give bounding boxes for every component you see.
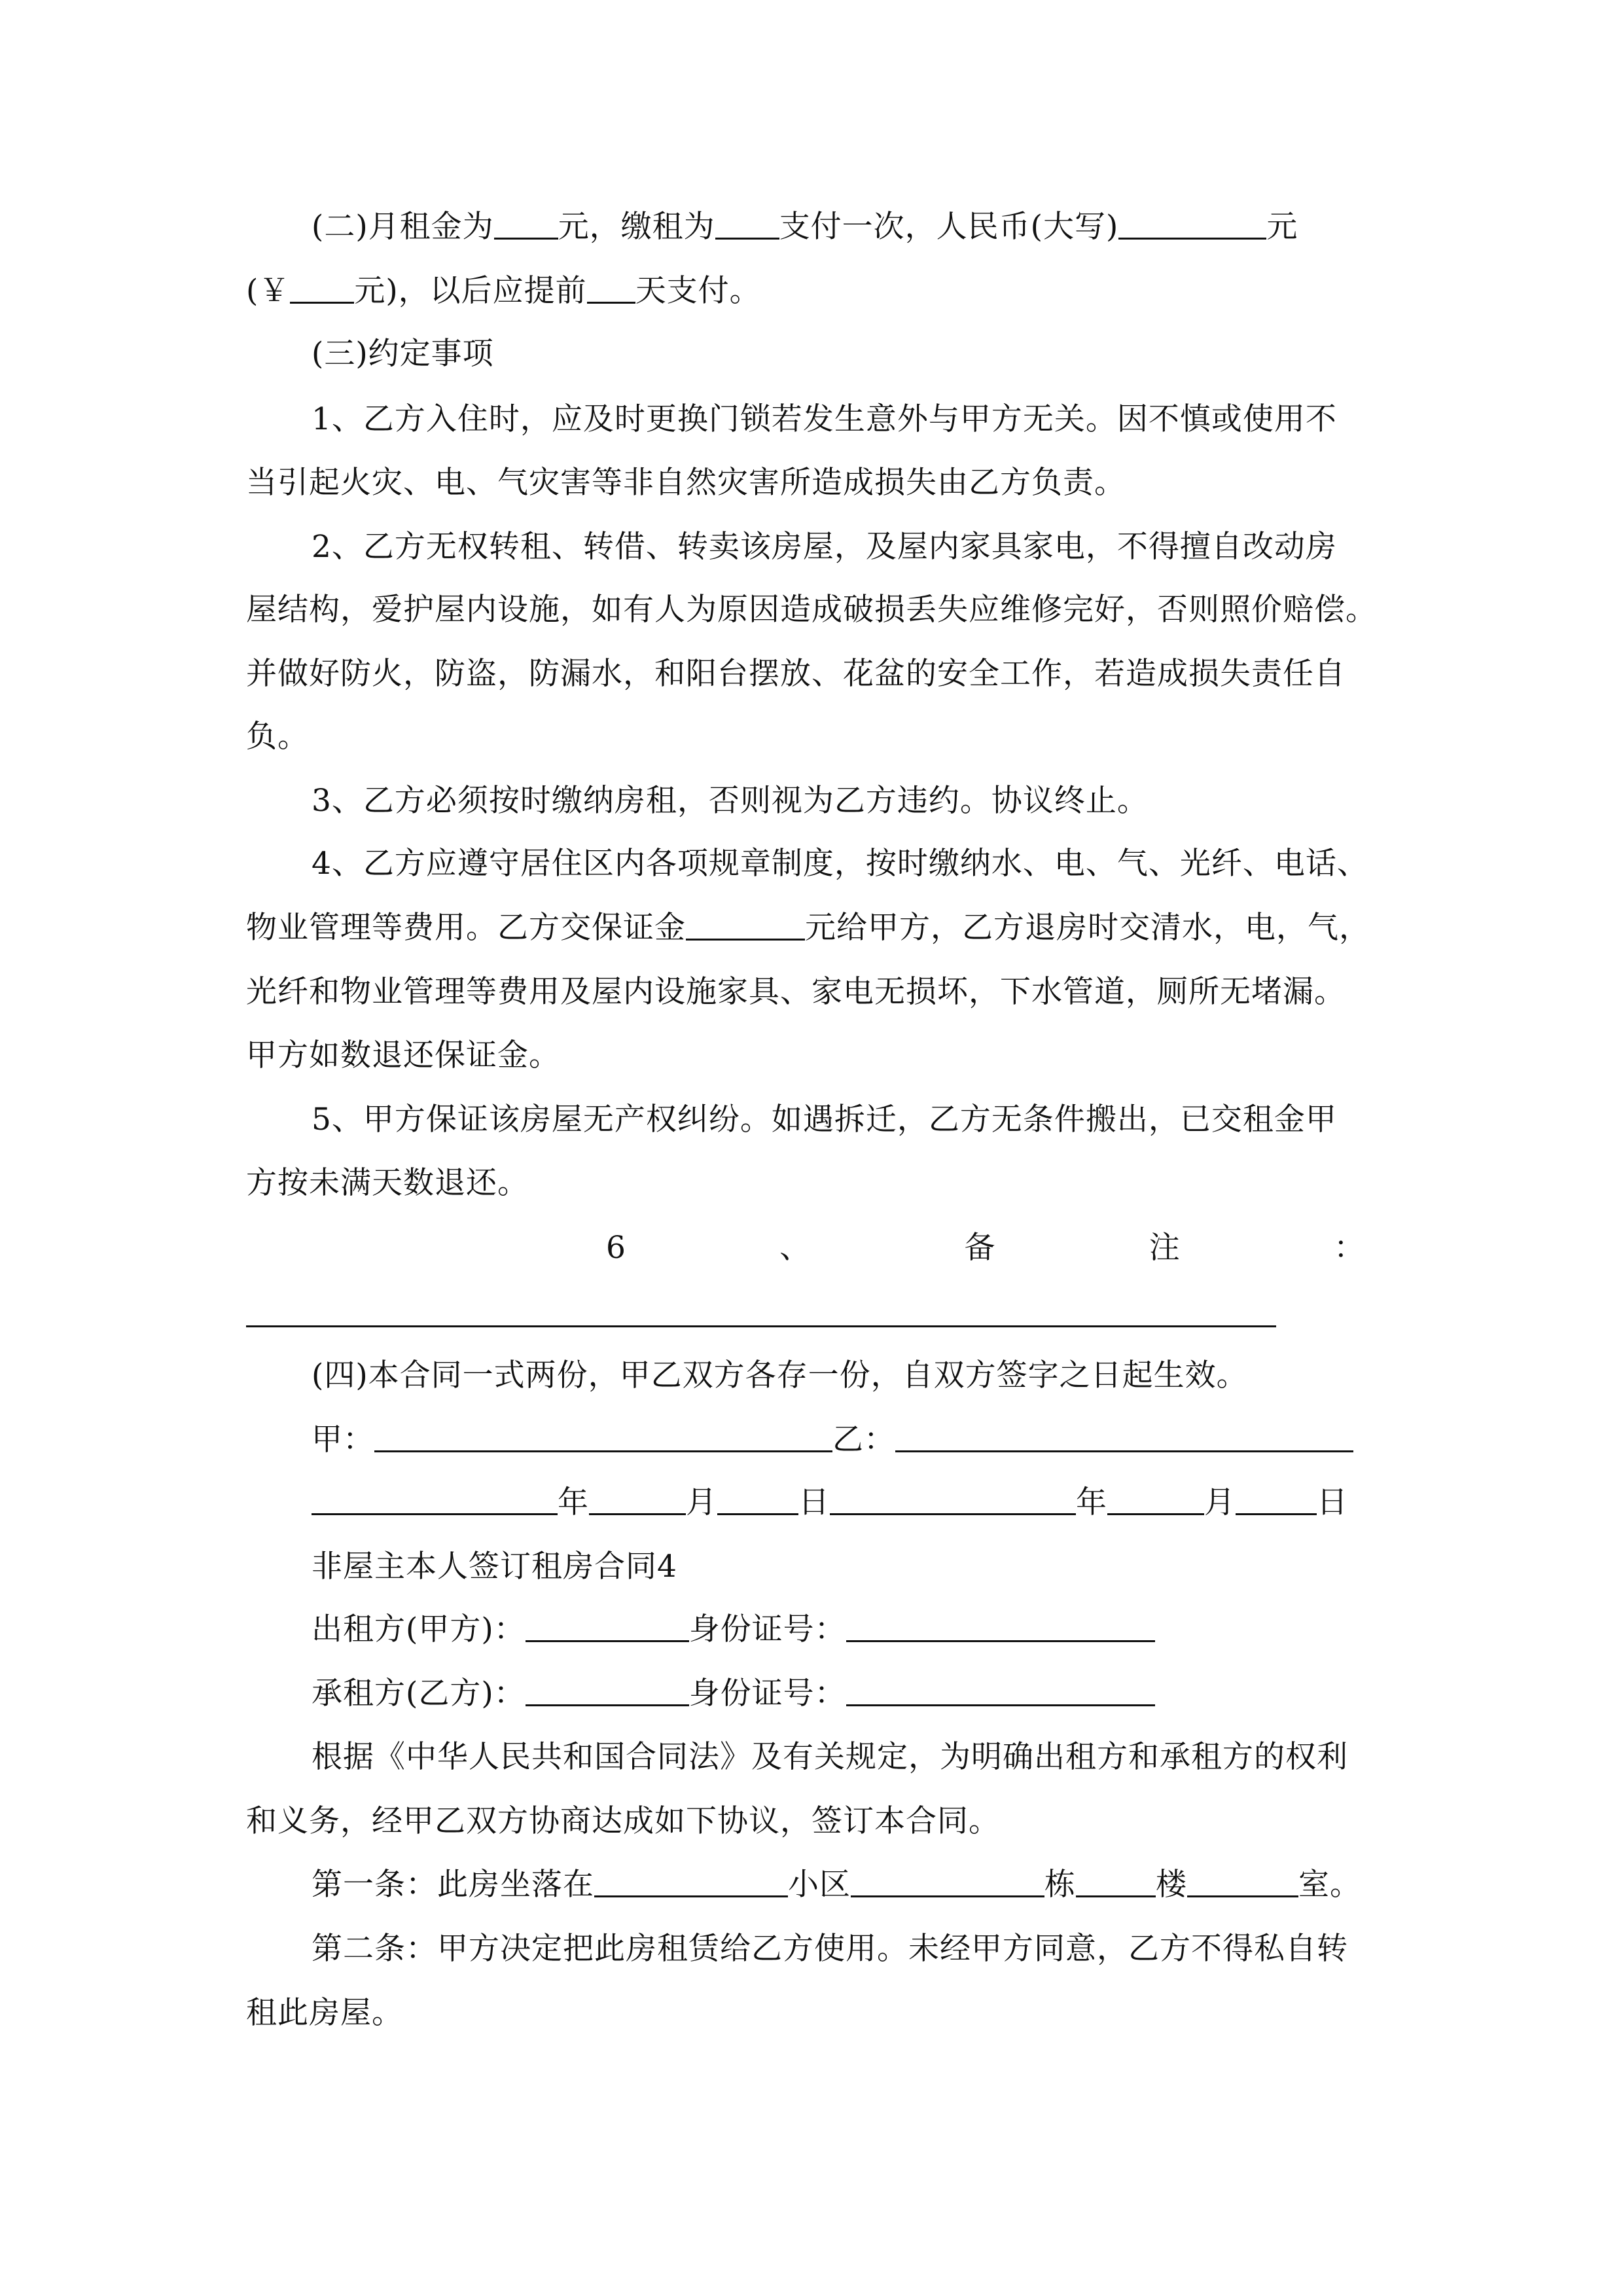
preamble-line-1: 根据《中华人民共和国合同法》及有关规定，为明确出租方和承租方的权利: [312, 1739, 1348, 1775]
room-blank[interactable]: [1187, 1861, 1298, 1897]
party-a-month-blank[interactable]: [589, 1479, 686, 1515]
yen-open-label: (￥: [246, 273, 291, 309]
month-label: 月: [686, 1484, 717, 1520]
lessor-id-blank[interactable]: [846, 1606, 1155, 1642]
item-5-line-2: 方按未满天数退还。: [246, 1165, 529, 1201]
monthly-rent-blank[interactable]: [494, 204, 558, 240]
location-blank[interactable]: [594, 1861, 788, 1897]
lessee-id-blank[interactable]: [846, 1670, 1155, 1706]
remarks-blank-line[interactable]: [246, 1325, 1276, 1327]
item-2-line-2: 屋结构，爱护屋内设施，如有人为原因造成破损丢失应维修完好，否则照价赔偿。: [246, 592, 1377, 628]
building-label: 栋: [1044, 1867, 1076, 1903]
deposit-label: 物业管理等费用。乙方交保证金: [246, 910, 686, 946]
item-2-line-3: 并做好防火，防盗，防漏水，和阳台摆放、花盆的安全工作，若造成损失责任自: [246, 656, 1346, 692]
advance-days-blank[interactable]: [587, 268, 635, 304]
item-6-bei: 备: [964, 1230, 996, 1266]
day-label: 日: [1317, 1484, 1348, 1520]
date-line: [312, 1471, 1378, 1535]
yuan-label: 元: [1266, 209, 1298, 245]
deposit-terms: 元给甲方，乙方退房时交清水，电，气，: [805, 910, 1370, 946]
party-a-signature-blank[interactable]: [374, 1416, 832, 1452]
year-label: 年: [1076, 1484, 1107, 1520]
item-2-line-4: 负。: [246, 719, 309, 755]
article-1: [312, 1853, 1378, 1917]
lessor-label: 出租方(甲方)：: [312, 1611, 526, 1647]
payment-period-blank[interactable]: [715, 204, 779, 240]
lessee-label: 承租方(乙方)：: [312, 1676, 526, 1712]
party-b-month-blank[interactable]: [1107, 1479, 1204, 1515]
day-label: 日: [798, 1484, 830, 1520]
item-5-line-1: 5、甲方保证该房屋无产权纠纷。如遇拆迁，乙方无条件搬出，已交租金甲: [312, 1102, 1337, 1138]
item-1-line-2: 当引起火灾、电、气灾害等非自然灾害所造成损失由乙方负责。: [246, 465, 1126, 501]
item-4-line-4: 甲方如数退还保证金。: [246, 1037, 560, 1073]
lessor-id-label: 身份证号：: [688, 1611, 846, 1647]
item-1-line-1: 1、乙方入住时，应及时更换门锁若发生意外与甲方无关。因不慎或使用不: [312, 401, 1337, 437]
floor-label: 楼: [1156, 1867, 1187, 1903]
rmb-uppercase-label: 支付一次，人民币(大写): [779, 209, 1119, 245]
year-label: 年: [558, 1484, 589, 1520]
community-blank[interactable]: [851, 1861, 1044, 1897]
lessee-id-label: 身份证号：: [688, 1676, 846, 1712]
item-6-colon: ：: [1333, 1230, 1365, 1266]
lessor-line: [312, 1598, 1378, 1662]
rent-label: (二)月租金为: [312, 209, 494, 245]
party-a-label: 甲：: [312, 1422, 374, 1458]
item-6-zhu: 注: [1149, 1230, 1181, 1266]
item-2-line-1: 2、乙方无权转租、转借、转卖该房屋，及屋内家具家电，不得擅自改动房: [312, 529, 1337, 565]
rmb-uppercase-blank[interactable]: [1118, 204, 1266, 240]
item-4-line-3: 光纤和物业管理等费用及屋内设施家具、家电无损坏，下水管道，厕所无堵漏。: [246, 974, 1346, 1010]
days-pay-label: 天支付。: [635, 273, 761, 309]
party-a-year-blank[interactable]: [312, 1479, 558, 1515]
lessee-name-blank[interactable]: [526, 1670, 689, 1706]
advance-label: 元)，以后应提前: [354, 273, 587, 309]
rent-payment-label: 元，缴租为: [558, 209, 715, 245]
item-3: 3、乙方必须按时缴纳房租，否则视为乙方违约。协议终止。: [312, 783, 1149, 819]
lessee-line: [312, 1662, 1378, 1726]
building-blank[interactable]: [1076, 1861, 1156, 1897]
preamble-line-2: 和义务，经甲乙双方协商达成如下协议，签订本合同。: [246, 1803, 1000, 1839]
item-6-comma: 、: [779, 1230, 812, 1266]
item-6-number: 6: [606, 1230, 626, 1266]
signature-line: [312, 1408, 1378, 1472]
deposit-amount-blank[interactable]: [686, 905, 805, 941]
item-6-remarks: [606, 1216, 1365, 1280]
party-a-day-blank[interactable]: [717, 1479, 798, 1515]
party-b-label: 乙：: [832, 1422, 895, 1458]
item-4-line-2: [246, 896, 1378, 960]
lessor-name-blank[interactable]: [526, 1606, 689, 1642]
item-4-line-1: 4、乙方应遵守居住区内各项规章制度，按时缴纳水、电、气、光纤、电话、: [312, 846, 1368, 882]
agreement-terms-heading: (三)约定事项: [312, 336, 494, 372]
article-2-line-2: 租此房屋。: [246, 1995, 403, 2031]
community-label: 小区: [788, 1867, 851, 1903]
room-label: 室。: [1298, 1867, 1361, 1903]
party-b-year-blank[interactable]: [830, 1479, 1076, 1515]
copies-clause: (四)本合同一式两份，甲乙双方各存一份，自双方签字之日起生效。: [312, 1357, 1248, 1393]
rent-clause-line-2: [246, 259, 1378, 323]
article-1-location-label: 第一条：此房坐落在: [312, 1867, 594, 1903]
party-b-signature-blank[interactable]: [895, 1416, 1353, 1452]
article-2-line-1: 第二条：甲方决定把此房租赁给乙方使用。未经甲方同意，乙方不得私自转: [312, 1931, 1348, 1967]
contract-4-title: 非屋主本人签订租房合同4: [312, 1549, 677, 1585]
party-b-day-blank[interactable]: [1236, 1479, 1317, 1515]
rent-clause-line-1: [312, 195, 1378, 259]
yen-amount-blank[interactable]: [290, 268, 354, 304]
month-label: 月: [1204, 1484, 1236, 1520]
